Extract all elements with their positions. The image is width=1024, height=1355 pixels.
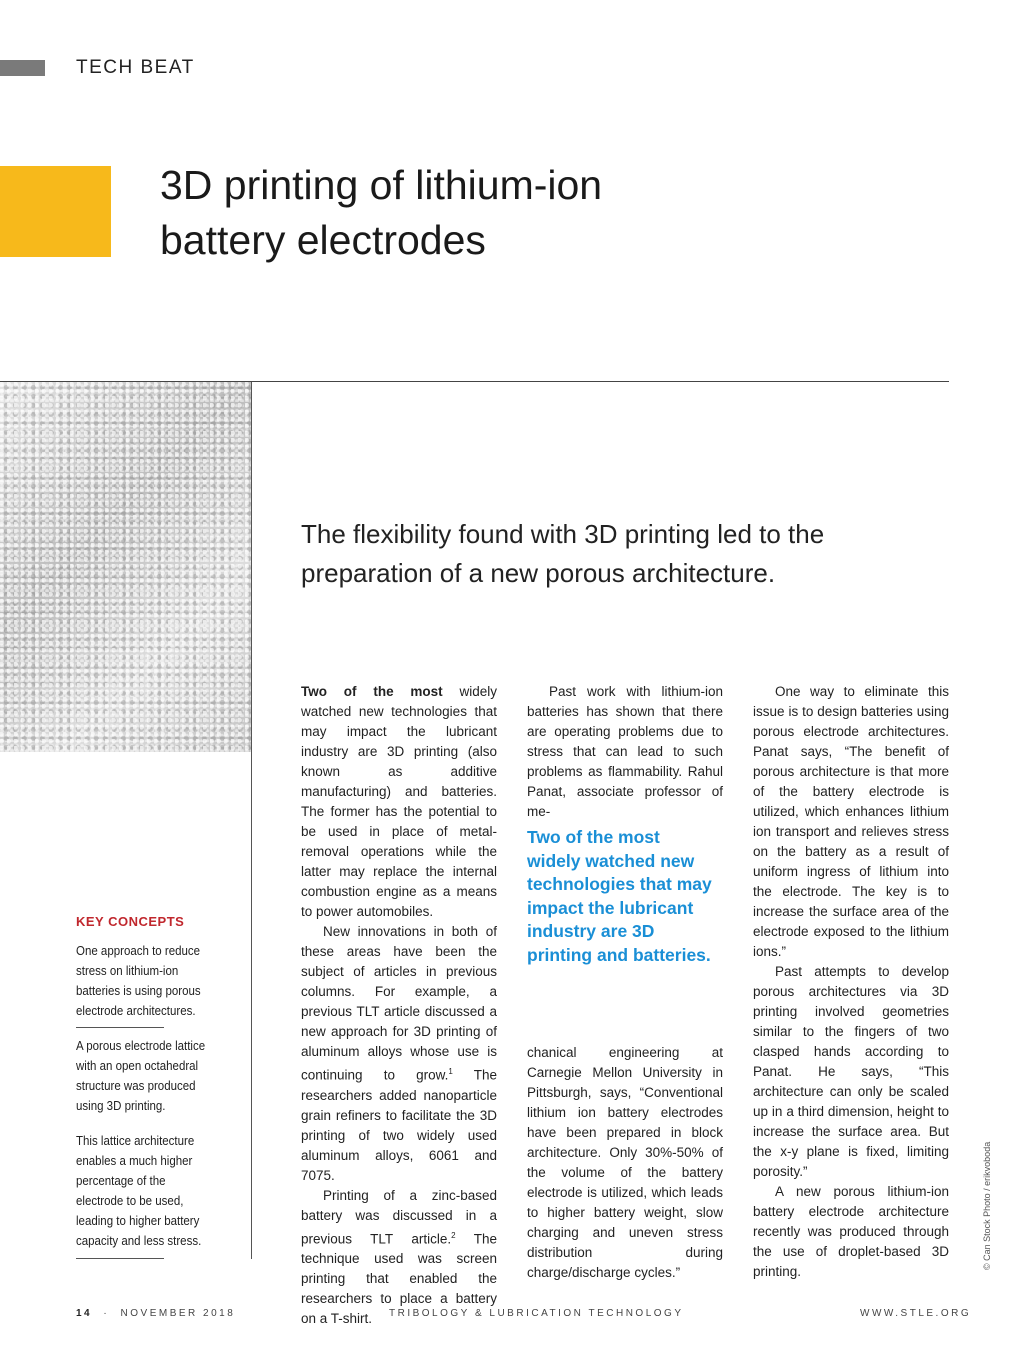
key-concept-divider-bottom [76,1258,164,1259]
key-concept-divider [76,1027,164,1028]
key-concepts-heading: KEY CONCEPTS [76,914,185,929]
title-line-1: 3D printing of lithium-ion [160,162,603,208]
page-number: 14 [76,1308,93,1319]
footnote-ref: 1 [448,1067,453,1076]
lead-in: Two of the most [301,684,443,699]
publication-name: TRIBOLOGY & LUBRICATION TECHNOLOGY [389,1308,684,1319]
footer-separator: · [103,1308,110,1319]
key-concept-2: A porous electrode lattice with an open octahedral structure was produced using 3D printing. [76,1039,206,1113]
website-link[interactable]: WWW.STLE.ORG [860,1308,972,1319]
footer-left [76,1308,235,1319]
body-paragraph: chanical engineering at Carnegie Mellon University in Pittsburgh, says, “Conventional lithium ion battery electrodes have been prepared in block architecture. Only 30%-50% of the volume of the battery electrode is utilized, which leads to higher battery weight, slow charging and uneven stress distribution during charge/discharge cycles.” [527,1045,723,1280]
title-line-2: battery electrodes [160,217,486,263]
body-paragraph: One way to eliminate this issue is to design batteries using porous electrode architectures. Panat says, “The benefit of porous architecture is that more of the battery electrode is utilized, which enhances lithium ion transport and relieves stress on the battery as a result of uniform ingress of lithium into the electrode. The key is to increase the surface area of the electrode exposed to the lithium ions.” [753,684,949,959]
body-column-1 [301,682,497,1329]
body-column-2-top [527,682,723,822]
body-paragraph: Past work with lithium-ion batteries has shown that there are operating problems due to stress that can lead to such problems as flammability. Rahul Panat, associate professor of me- [527,684,723,819]
section-label: TECH BEAT [76,57,195,78]
body-paragraph: A new porous lithium-ion battery electrode architecture recently was produced through the use of droplet-based 3D printing. [753,1184,949,1279]
article-subtitle: The flexibility found with 3D printing led to the preparation of a new porous architecture. [301,519,825,588]
body-column-2-bottom [527,1043,723,1283]
photo-credit: © Can Stock Photo / erikvoboda [982,1141,992,1270]
body-paragraph: Printing of a zinc-based battery was discussed in a previous TLT article.$^2$ The technique used was screen printing that enabled the researchers to place a battery on a T-shirt. [301,1187,497,1326]
accent-block [0,166,111,257]
texture-image [0,382,251,752]
section-marker-bar [0,60,45,76]
article-title [160,158,860,268]
pull-quote: Two of the most widely watched new technologies that may impact the lubricant industry are 3D printing and batteries. [527,827,712,965]
body-paragraph: Two of the most widely watched new technologies that may impact the lubricant industry are 3D printing (also known as additive manufacturing) and batteries. The former has the potential to be used in place of metal-removal operations while the latter may replace the internal combustion engine as a means to power automobiles. [301,684,497,919]
body-paragraph: Past attempts to develop porous architectures via 3D printing involved geometries similar to the fingers of two clasped hands according to Panat. He says, “This architecture can only be scaled up in a third dimension, height to increase the surface area. But the x-y plane is fixed, limiting porosity.” [753,964,949,1179]
footnote-ref: 2 [451,1230,456,1240]
issue-date: NOVEMBER 2018 [120,1308,236,1319]
body-paragraph: New innovations in both of these areas have been the subject of articles in previous columns. For example, a previous TLT article discussed a new approach for 3D printing of aluminum alloys whose use is continuing to grow.$^1$ The researchers added nanoparticle grain refiners to facilitate the 3D printing of two widely used aluminum alloys, 6061 and 7075. [301,924,497,1183]
body-column-3 [753,682,949,1282]
key-concept-1: One approach to reduce stress on lithium-ion batteries is using porous electrode architectures. [76,944,201,1018]
column-divider [251,382,252,1259]
key-concept-3: This lattice architecture enables a much higher percentage of the electrode to be used, leading to higher battery capacity and less stress. [76,1134,202,1248]
